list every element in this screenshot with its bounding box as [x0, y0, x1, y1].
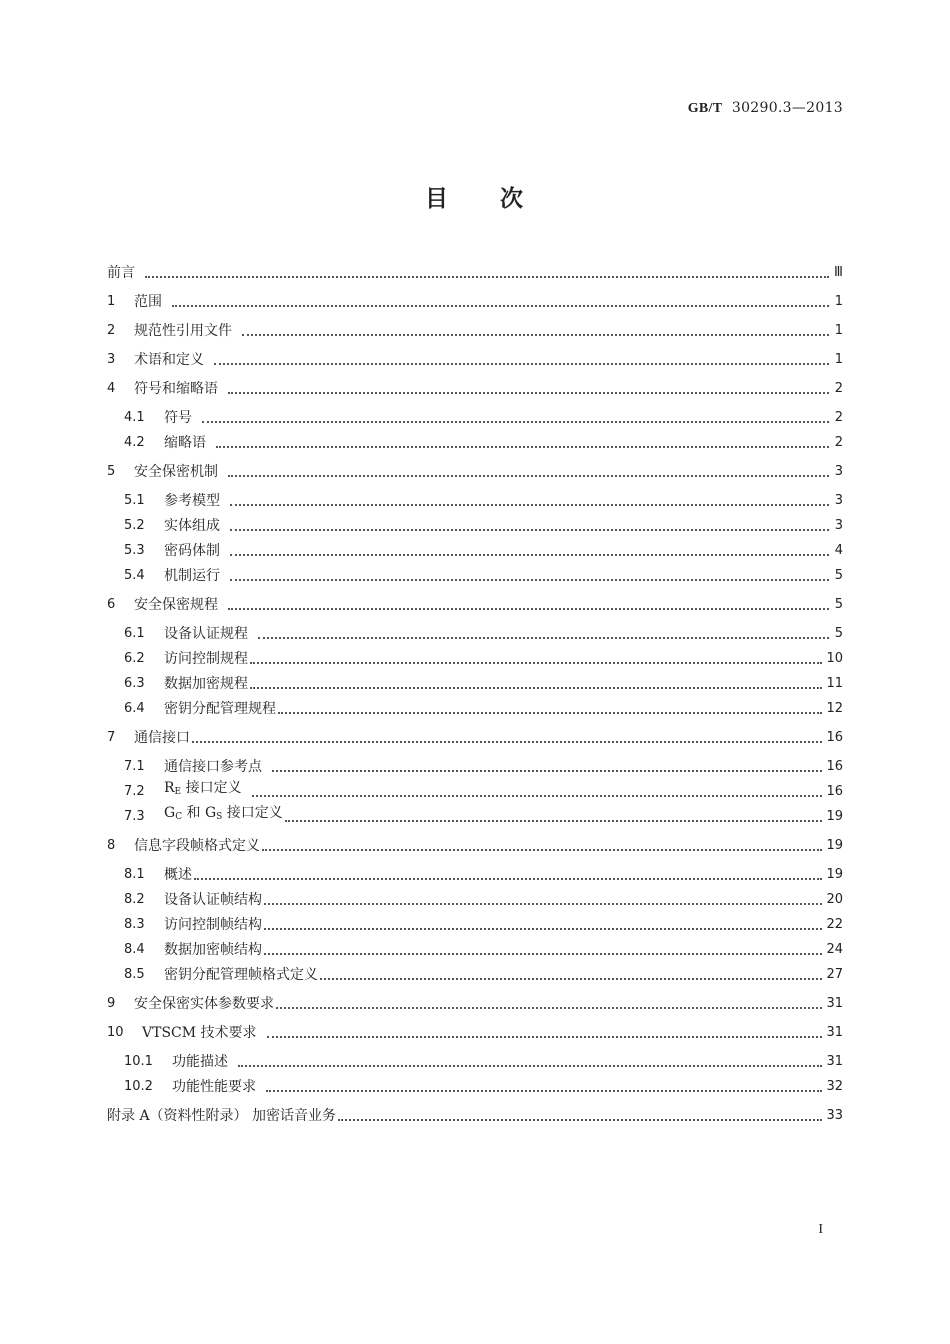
toc-label: 访问控制规程: [164, 651, 248, 667]
toc-page: 1: [834, 352, 843, 367]
toc-label: 实体组成: [164, 518, 220, 534]
toc-number: 10.2: [124, 1079, 153, 1094]
toc-entry[interactable]: [107, 802, 843, 826]
toc-page: 1: [834, 294, 843, 309]
toc-label-subscript: E: [174, 787, 182, 797]
toc-label: 通信接口: [134, 730, 190, 746]
toc-entry[interactable]: [107, 694, 843, 718]
toc-label: 参考模型: [164, 493, 220, 509]
toc-entry[interactable]: [107, 374, 843, 398]
toc-label: 通信接口参考点: [164, 759, 262, 775]
dot-leader: [192, 741, 822, 743]
toc-label-re-interface: [164, 779, 242, 801]
toc-entry[interactable]: [107, 860, 843, 884]
dot-leader: [228, 608, 829, 610]
dot-leader: [228, 475, 829, 477]
dot-leader: [264, 903, 822, 905]
toc-page: 31: [826, 1025, 843, 1040]
dot-leader: [338, 1119, 822, 1121]
toc-number: 6: [107, 597, 116, 612]
toc-number: 10: [107, 1025, 124, 1040]
toc-label: 范围: [134, 294, 162, 310]
dot-leader: [285, 820, 823, 822]
title-char-2: 次: [500, 186, 525, 212]
toc-page: 31: [826, 1054, 843, 1069]
page-title: [0, 180, 950, 213]
toc-label-part: G: [164, 805, 176, 821]
dot-leader: [214, 363, 829, 365]
toc-label: VTSCM 技术要求: [142, 1025, 257, 1041]
dot-leader: [238, 1065, 822, 1067]
toc-page: 3: [834, 464, 843, 479]
toc-label: 前言: [107, 265, 135, 281]
toc-entry[interactable]: [107, 935, 843, 959]
toc-page: 16: [826, 784, 843, 799]
toc-page: 20: [826, 892, 843, 907]
toc-page: 19: [826, 838, 843, 853]
toc-label: 密钥分配管理帧格式定义: [164, 967, 318, 983]
toc-entry[interactable]: [107, 960, 843, 984]
toc-entry[interactable]: [107, 1047, 843, 1071]
toc-page: 11: [826, 676, 843, 691]
toc-page: 3: [834, 518, 843, 533]
toc-page: 5: [834, 568, 843, 583]
dot-leader: [320, 978, 822, 980]
dot-leader: [264, 928, 822, 930]
dot-leader: [228, 392, 829, 394]
toc-label: 访问控制帧结构: [164, 917, 262, 933]
toc-entry[interactable]: [107, 910, 843, 934]
toc-label: 密码体制: [164, 543, 220, 559]
dot-leader: [202, 421, 829, 423]
toc-page: 1: [834, 323, 843, 338]
title-char-1: 目: [425, 186, 450, 212]
toc-entry[interactable]: [107, 561, 843, 585]
toc-number: 4.2: [124, 435, 145, 450]
toc-page: 33: [826, 1108, 843, 1123]
toc-number: 5.4: [124, 568, 145, 583]
toc-number: 5.3: [124, 543, 145, 558]
toc-number: 7.3: [124, 809, 145, 824]
toc-entry[interactable]: [107, 536, 843, 560]
toc-entry[interactable]: [107, 486, 843, 510]
toc-entry[interactable]: [107, 287, 843, 311]
toc-number: 6.4: [124, 701, 145, 716]
toc-label: 功能描述: [172, 1054, 228, 1070]
toc-entry[interactable]: [107, 1018, 843, 1042]
dot-leader: [252, 795, 823, 797]
dot-leader: [242, 334, 829, 336]
toc-label: 密钥分配管理规程: [164, 701, 276, 717]
toc-label-part: 和 G: [182, 805, 217, 821]
toc-entry[interactable]: [107, 669, 843, 693]
toc-number: 4: [107, 381, 116, 396]
toc-entry[interactable]: [107, 1072, 843, 1096]
toc-number: 8.3: [124, 917, 145, 932]
toc-page: 16: [826, 730, 843, 745]
toc-number: 5: [107, 464, 116, 479]
toc-entry[interactable]: [107, 511, 843, 535]
toc-page: 12: [826, 701, 843, 716]
toc-page: 31: [826, 996, 843, 1011]
toc-label: 符号: [164, 410, 192, 426]
toc-entry[interactable]: [107, 403, 843, 427]
toc-label: 附录 A（资料性附录） 加密话音业务: [107, 1108, 337, 1124]
toc-number: 6.2: [124, 651, 145, 666]
dot-leader: [267, 1036, 823, 1038]
dot-leader: [278, 712, 822, 714]
toc-page: 32: [826, 1079, 843, 1094]
toc-page: 5: [834, 626, 843, 641]
dot-leader: [172, 305, 829, 307]
dot-leader: [250, 662, 822, 664]
dot-leader: [230, 504, 829, 506]
toc-label-subscript: C: [175, 812, 183, 822]
dot-leader: [230, 529, 829, 531]
toc-entry[interactable]: [107, 777, 843, 801]
standard-number: [688, 100, 843, 117]
toc-entry[interactable]: [107, 831, 843, 855]
toc-number: 8.1: [124, 867, 145, 882]
toc-page: 10: [826, 651, 843, 666]
toc-number: 7: [107, 730, 116, 745]
toc-page: 2: [834, 381, 843, 396]
toc-label: 安全保密实体参数要求: [134, 996, 274, 1012]
toc-label: 设备认证规程: [164, 626, 248, 642]
toc-entry[interactable]: [107, 644, 843, 668]
toc-page: 19: [826, 867, 843, 882]
dot-leader: [145, 276, 829, 278]
toc-page: 22: [826, 917, 843, 932]
toc-entry[interactable]: [107, 316, 843, 340]
toc-number: 8.5: [124, 967, 145, 982]
toc-label-part: 接口定义: [181, 780, 242, 796]
dot-leader: [264, 953, 822, 955]
toc-page: 24: [826, 942, 843, 957]
toc-entry[interactable]: [107, 345, 843, 369]
dot-leader: [230, 579, 829, 581]
toc-entry-foreword[interactable]: [107, 258, 843, 282]
dot-leader: [272, 770, 822, 772]
toc-label: 安全保密规程: [134, 597, 218, 613]
toc-number: 9: [107, 996, 116, 1011]
toc-label-subscript: S: [216, 812, 223, 822]
toc-page: 16: [826, 759, 843, 774]
standard-prefix: GB/T: [687, 101, 723, 116]
dot-leader: [230, 554, 829, 556]
toc-label: 信息字段帧格式定义: [134, 838, 260, 854]
dot-leader: [216, 446, 829, 448]
toc-number: 4.1: [124, 410, 145, 425]
dot-leader: [250, 687, 822, 689]
toc-entry[interactable]: [107, 590, 843, 614]
toc-page: 2: [834, 435, 843, 450]
toc-label: 符号和缩略语: [134, 381, 218, 397]
toc-number: 2: [107, 323, 116, 338]
toc-number: 8: [107, 838, 116, 853]
toc-label-gc-gs-interface: [164, 804, 283, 826]
toc-number: 7.1: [124, 759, 145, 774]
toc-number: 1: [107, 294, 116, 309]
toc-number: 6.3: [124, 676, 145, 691]
toc-label-part: R: [164, 780, 175, 796]
toc-entry[interactable]: [107, 457, 843, 481]
toc-number: 8.4: [124, 942, 145, 957]
toc-label: 规范性引用文件: [134, 323, 232, 339]
toc-number: 6.1: [124, 626, 145, 641]
toc-number: 10.1: [124, 1054, 153, 1069]
toc-label: 概述: [164, 867, 192, 883]
toc-entry[interactable]: [107, 723, 843, 747]
dot-leader: [194, 878, 822, 880]
toc-label: 数据加密规程: [164, 676, 248, 692]
toc-page: 19: [826, 809, 843, 824]
toc-entry-annex-a[interactable]: [107, 1101, 843, 1125]
toc-label: 术语和定义: [134, 352, 204, 368]
dot-leader: [266, 1090, 822, 1092]
toc-entry[interactable]: [107, 752, 843, 776]
toc-page: 3: [834, 493, 843, 508]
toc-number: 5.1: [124, 493, 145, 508]
toc-label: 安全保密机制: [134, 464, 218, 480]
toc-label-part: 接口定义: [222, 805, 283, 821]
toc-number: 7.2: [124, 784, 145, 799]
toc-page: 27: [826, 967, 843, 982]
toc-number: 5.2: [124, 518, 145, 533]
page-number-footer: I: [818, 1222, 823, 1237]
toc-label: 机制运行: [164, 568, 220, 584]
toc-page: 4: [834, 543, 843, 558]
toc-entry[interactable]: [107, 989, 843, 1013]
toc-number: 8.2: [124, 892, 145, 907]
toc-label: 功能性能要求: [172, 1079, 256, 1095]
toc-page: 2: [834, 410, 843, 425]
toc-page: 5: [834, 597, 843, 612]
toc-page: Ⅲ: [834, 265, 843, 280]
standard-code: 30290.3—2013: [731, 100, 843, 116]
toc-entry[interactable]: [107, 428, 843, 452]
dot-leader: [276, 1007, 822, 1009]
toc-label: 设备认证帧结构: [164, 892, 262, 908]
dot-leader: [262, 849, 822, 851]
toc-entry[interactable]: [107, 619, 843, 643]
toc-entry[interactable]: [107, 885, 843, 909]
dot-leader: [258, 637, 829, 639]
toc-label: 数据加密帧结构: [164, 942, 262, 958]
toc-number: 3: [107, 352, 116, 367]
toc-label: 缩略语: [164, 435, 206, 451]
